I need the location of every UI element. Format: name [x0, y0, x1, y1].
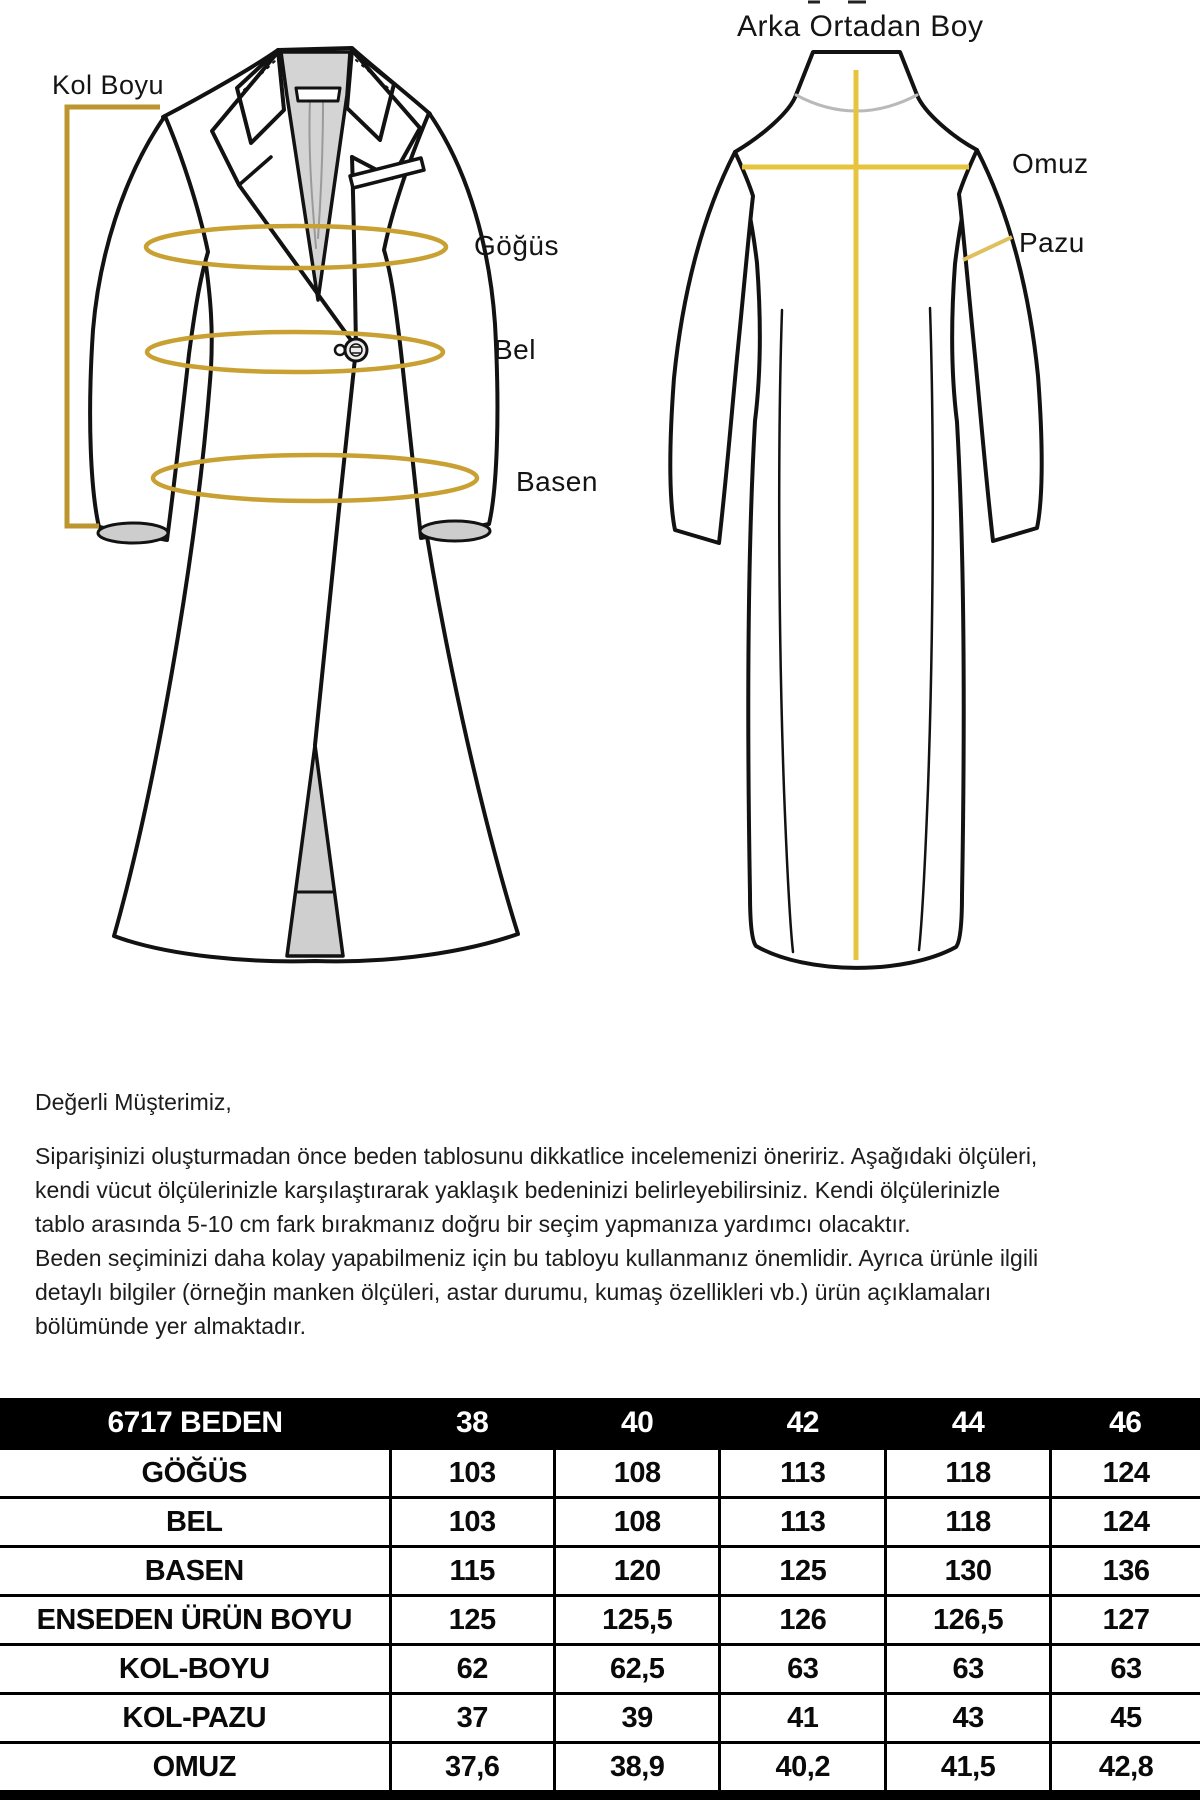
front-button [345, 339, 367, 361]
size-column-header: 38 [390, 1398, 554, 1449]
back-right-sleeve [959, 150, 1042, 541]
size-column-header: 46 [1051, 1398, 1200, 1449]
label-basen: Basen [516, 466, 598, 497]
table-row [0, 1449, 1200, 1498]
measurement-label-cell: KOL-BOYU [0, 1645, 390, 1694]
measurement-label-cell: KOL-PAZU [0, 1694, 390, 1743]
label-bel: Bel [494, 334, 536, 365]
measurement-value-cell: 113 [720, 1498, 886, 1547]
measurement-value-cell: 38,9 [554, 1743, 720, 1791]
measurement-value-cell: 103 [390, 1449, 554, 1498]
front-right-cuff [420, 521, 490, 541]
measurement-value-cell: 113 [720, 1449, 886, 1498]
label-gogus: Göğüs [474, 230, 559, 261]
front-left-cuff [98, 523, 168, 543]
label-arka-ortadan-boy: Arka Ortadan Boy [737, 10, 984, 43]
table-row [0, 1645, 1200, 1694]
measurement-value-cell: 37 [390, 1694, 554, 1743]
label-kol-boyu: Kol Boyu [52, 70, 165, 100]
table-row [0, 1743, 1200, 1791]
table-row [0, 1694, 1200, 1743]
note-greeting: Değerli Müşterimiz, [35, 1089, 232, 1115]
measurement-value-cell: 120 [554, 1547, 720, 1596]
table-row [0, 1498, 1200, 1547]
front-left-sleeve [90, 116, 208, 540]
measurement-value-cell: 118 [886, 1498, 1051, 1547]
size-table-section [0, 1398, 1200, 1800]
measurement-value-cell: 37,6 [390, 1743, 554, 1791]
measurement-value-cell: 40,2 [720, 1743, 886, 1791]
measurement-value-cell: 41 [720, 1694, 886, 1743]
measurement-value-cell: 41,5 [886, 1743, 1051, 1791]
label-pazu: Pazu [1019, 227, 1085, 258]
measurement-value-cell: 108 [554, 1449, 720, 1498]
measurement-value-cell: 39 [554, 1694, 720, 1743]
note-paragraph: Beden seçiminizi daha kolay yapabilmeniz için bu tabloyu kullanmanız önemlidir. Ayrıca ürünle ilgili detaylı bilgiler (örneğin manken ölçüleri, astar durumu, kumaş özellikleri vb.) ürün açıklamaları bölümünde yer almaktadır. [35, 1245, 1039, 1339]
measurement-value-cell: 115 [390, 1547, 554, 1596]
measurement-value-cell: 125 [720, 1547, 886, 1596]
measurement-label-cell: ENSEDEN ÜRÜN BOYU [0, 1596, 390, 1645]
measurement-value-cell: 103 [390, 1498, 554, 1547]
measurement-value-cell: 127 [1051, 1596, 1200, 1645]
front-collar-band [296, 88, 340, 101]
size-column-header: 42 [720, 1398, 886, 1449]
size-table [0, 1398, 1200, 1790]
measurement-value-cell: 126 [720, 1596, 886, 1645]
measurement-value-cell: 45 [1051, 1694, 1200, 1743]
measurement-value-cell: 136 [1051, 1547, 1200, 1596]
measurement-label-cell: GÖĞÜS [0, 1449, 390, 1498]
measurement-value-cell: 124 [1051, 1498, 1200, 1547]
table-bottom-bar [0, 1790, 1200, 1800]
table-row [0, 1547, 1200, 1596]
note-paragraph: Siparişinizi oluşturmadan önce beden tablosunu dikkatlice incelemenizi öneririz. Aşağıdaki ölçüleri, kendi vücut ölçülerinizle karşılaştırarak yaklaşık bedeninizi belirleyebilirsiniz. Kendi ölçülerinizle tablo arasında 5-10 cm fark bırakmanız doğru bir seçim yapmanıza yardımcı olacaktır. [35, 1143, 1038, 1237]
table-row [0, 1596, 1200, 1645]
measurement-value-cell: 108 [554, 1498, 720, 1547]
measurement-value-cell: 42,8 [1051, 1743, 1200, 1791]
measurement-value-cell: 62,5 [554, 1645, 720, 1694]
customer-note [35, 1085, 1055, 1343]
size-column-header: 44 [886, 1398, 1051, 1449]
measurement-value-cell: 63 [720, 1645, 886, 1694]
measurement-value-cell: 125,5 [554, 1596, 720, 1645]
measurement-label-cell: BASEN [0, 1547, 390, 1596]
measurement-label-cell: OMUZ [0, 1743, 390, 1791]
measurement-value-cell: 63 [1051, 1645, 1200, 1694]
measurement-value-cell: 125 [390, 1596, 554, 1645]
measurement-value-cell: 63 [886, 1645, 1051, 1694]
measurement-label-cell: BEL [0, 1498, 390, 1547]
measurement-value-cell: 62 [390, 1645, 554, 1694]
label-omuz: Omuz [1012, 148, 1089, 179]
measurement-value-cell: 130 [886, 1547, 1051, 1596]
size-table-header-row [0, 1398, 1200, 1449]
measurement-value-cell: 126,5 [886, 1596, 1051, 1645]
measurement-value-cell: 43 [886, 1694, 1051, 1743]
measurement-value-cell: 118 [886, 1449, 1051, 1498]
size-table-title-cell: 6717 BEDEN [0, 1398, 390, 1449]
size-column-header: 40 [554, 1398, 720, 1449]
coat-front-drawing [90, 48, 518, 961]
back-left-sleeve [670, 152, 753, 543]
measurement-value-cell: 124 [1051, 1449, 1200, 1498]
